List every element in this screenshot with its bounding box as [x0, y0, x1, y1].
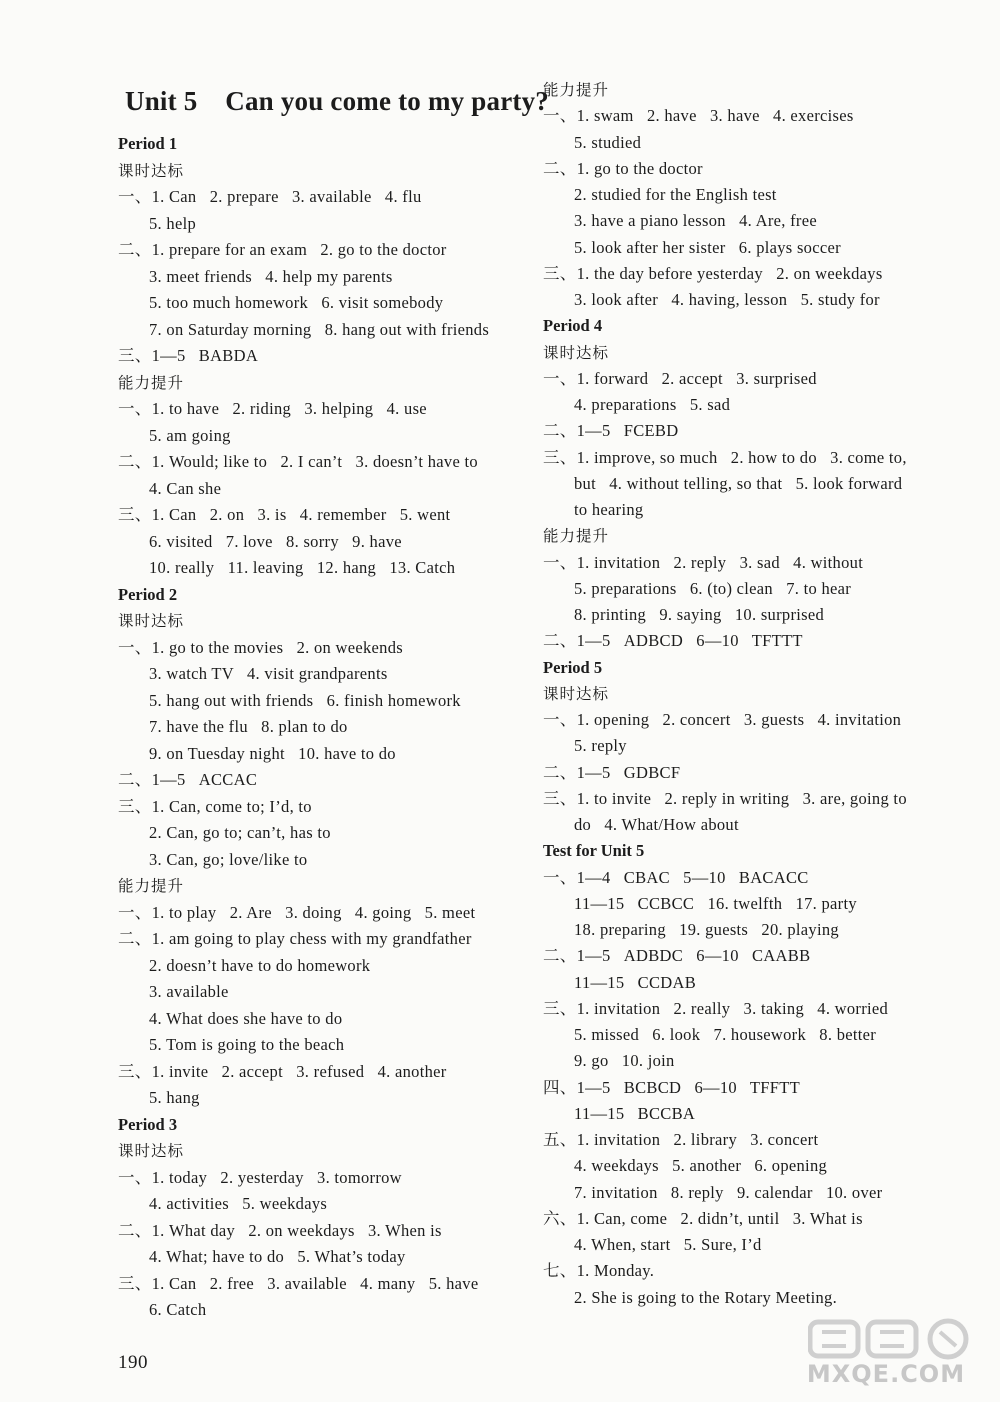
- answer-line: 2. studied for the English test: [574, 185, 777, 204]
- answer-line: 二、1—5 ADBCD 6—10 TFTTT: [543, 631, 803, 651]
- answer-line: 一、1—4 CBAC 5—10 BACACC: [543, 867, 809, 887]
- section-heading: Period 1: [118, 134, 178, 153]
- answer-line: 3. have a piano lesson 4. Are, free: [574, 211, 817, 231]
- answer-line: 六、1. Can, come 2. didn’t, until 3. What is: [543, 1208, 863, 1228]
- subsection-label: 课时达标: [543, 684, 610, 703]
- answer-line: 5. hang: [149, 1088, 200, 1107]
- subsection-label: 能力提升: [118, 877, 185, 895]
- answer-line: 4. When, start 5. Sure, I’d: [574, 1235, 762, 1254]
- section-heading: Period 4: [543, 316, 603, 336]
- answer-line: 三、1. the day before yesterday 2. on weekdays: [543, 263, 883, 283]
- answer-line: 5. Tom is going to the beach: [149, 1035, 345, 1054]
- answer-line: do 4. What/How about: [574, 815, 739, 834]
- subsection-label: 能力提升: [543, 527, 610, 546]
- answer-line: 三、1. Can 2. on 3. is 4. remember 5. went: [118, 505, 451, 524]
- answer-line: 一、1. today 2. yesterday 3. tomorrow: [118, 1167, 402, 1187]
- subsection-label: 课时达标: [118, 161, 185, 180]
- subsection-label: 能力提升: [118, 373, 185, 392]
- answer-line: 一、1. opening 2. concert 3. guests 4. invitation: [543, 710, 902, 729]
- answer-line: 一、1. to play 2. Are 3. doing 4. going 5. meet: [118, 902, 476, 922]
- answer-line: 10. really 11. leaving 12. hang 13. Catch: [149, 558, 456, 577]
- answer-line: 7. invitation 8. reply 9. calendar 10. over: [574, 1182, 883, 1202]
- answer-line: 二、1. Would; like to 2. I can’t 3. doesn’t have to: [118, 452, 478, 471]
- answer-line: 三、1. improve, so much 2. how to do 3. come to,: [543, 447, 907, 467]
- answer-line: 11—15 CCDAB: [574, 972, 697, 992]
- watermark-logo-icon: [808, 1318, 976, 1360]
- answer-line: 二、1—5 FCEBD: [543, 421, 679, 441]
- answer-line: 11—15 CCBCC 16. twelfth 17. party: [574, 893, 857, 913]
- answer-line: 4. What does she have to do: [149, 1008, 343, 1028]
- answer-line: 4. What; have to do 5. What’s today: [149, 1247, 406, 1266]
- answer-line: 5. help: [149, 213, 197, 233]
- answer-line: 3. meet friends 4. help my parents: [149, 266, 393, 286]
- answer-line: 二、1. am going to play chess with my grandfather: [118, 929, 472, 948]
- answer-line: 七、1. Monday.: [543, 1261, 655, 1281]
- answer-line: 3. Can, go; love/like to: [149, 849, 308, 869]
- answer-line: 5. too much homework 6. visit somebody: [149, 293, 444, 312]
- answer-line: 5. reply: [574, 736, 627, 756]
- section-heading: Test for Unit 5: [543, 841, 645, 861]
- answer-line: 三、1. Can, come to; I’d, to: [118, 796, 312, 816]
- answer-line: 4. activities 5. weekdays: [149, 1194, 328, 1213]
- answer-line: 18. preparing 19. guests 20. playing: [574, 920, 839, 939]
- answer-line: 二、1. go to the doctor: [543, 158, 703, 178]
- watermark-domain: MXQE.COM: [806, 1360, 966, 1388]
- answer-line: 三、1—5 BABDA: [118, 346, 259, 365]
- answer-line: 6. visited 7. love 8. sorry 9. have: [149, 531, 402, 551]
- answer-line: 2. doesn’t have to do homework: [149, 955, 371, 975]
- answer-line: 2. She is going to the Rotary Meeting.: [574, 1287, 838, 1307]
- answer-line: 2. Can, go to; can’t, has to: [149, 823, 331, 842]
- page-number: 190: [118, 1352, 148, 1373]
- answer-line: 一、1. go to the movies 2. on weekends: [118, 637, 403, 657]
- subsection-label: 课时达标: [543, 343, 610, 362]
- answer-line: 四、1—5 BCBCD 6—10 TFFTT: [543, 1077, 801, 1097]
- answer-line: 4. weekdays 5. another 6. opening: [574, 1156, 828, 1176]
- answer-line: 二、1. prepare for an exam 2. go to the doctor: [118, 240, 447, 259]
- answer-line: 二、1—5 ACCAC: [118, 770, 258, 789]
- answer-line: 9. on Tuesday night 10. have to do: [149, 743, 396, 763]
- answer-line: 3. look after 4. having, lesson 5. study for: [574, 290, 880, 309]
- watermark-logo: [786, 1318, 986, 1392]
- answer-line: 一、1. to have 2. riding 3. helping 4. use: [118, 399, 427, 418]
- answer-line: but 4. without telling, so that 5. look forward: [574, 473, 903, 493]
- answer-line: 5. am going: [149, 425, 231, 445]
- answer-line: 一、1. swam 2. have 3. have 4. exercises: [543, 106, 854, 126]
- answer-line: 二、1. What day 2. on weekdays 3. When is: [118, 1220, 442, 1240]
- answer-line: 11—15 BCCBA: [574, 1103, 696, 1123]
- answer-line: 3. available: [149, 982, 229, 1001]
- answer-line: 二、1—5 GDBCF: [543, 762, 681, 782]
- answer-line: 7. on Saturday morning 8. hang out with friends: [149, 319, 490, 339]
- answer-line: 3. watch TV 4. visit grandparents: [149, 664, 388, 683]
- page-title: Unit 5 Can you come to my party?: [125, 86, 549, 116]
- answer-line: 5. look after her sister 6. plays soccer: [574, 237, 841, 257]
- answer-line: 8. printing 9. saying 10. surprised: [574, 605, 825, 624]
- answer-line: 4. Can she: [149, 478, 222, 498]
- answer-line: 一、1. forward 2. accept 3. surprised: [543, 368, 817, 388]
- answer-line: 5. hang out with friends 6. finish homework: [149, 690, 461, 710]
- answer-line: 三、1. invite 2. accept 3. refused 4. another: [118, 1061, 447, 1081]
- answer-line: 三、1. invitation 2. really 3. taking 4. worried: [543, 998, 889, 1018]
- answer-line: 5. preparations 6. (to) clean 7. to hear: [574, 578, 852, 598]
- answer-line: 9. go 10. join: [574, 1051, 675, 1071]
- answer-line: 4. preparations 5. sad: [574, 395, 731, 414]
- section-heading: Period 3: [118, 1114, 178, 1134]
- subsection-label: 课时达标: [118, 1142, 185, 1160]
- answer-line: 7. have the flu 8. plan to do: [149, 717, 348, 736]
- answer-line: 一、1. invitation 2. reply 3. sad 4. without: [543, 552, 864, 572]
- answer-line: 5. missed 6. look 7. housework 8. better: [574, 1025, 877, 1044]
- answer-line: to hearing: [574, 500, 644, 519]
- answer-line: 三、1. Can 2. free 3. available 4. many 5. have: [118, 1273, 479, 1293]
- answer-line: 五、1. invitation 2. library 3. concert: [543, 1130, 819, 1149]
- answer-line: 6. Catch: [149, 1300, 207, 1319]
- answer-line: 一、1. Can 2. prepare 3. available 4. flu: [118, 187, 422, 206]
- subsection-label: 能力提升: [543, 81, 610, 99]
- answer-line: 二、1—5 ADBDC 6—10 CAABB: [543, 946, 811, 966]
- section-heading: Period 5: [543, 657, 603, 677]
- answer-line: 5. studied: [574, 132, 642, 152]
- section-heading: Period 2: [118, 584, 178, 604]
- answer-line: 三、1. to invite 2. reply in writing 3. are, going to: [543, 788, 907, 808]
- subsection-label: 课时达标: [118, 612, 185, 630]
